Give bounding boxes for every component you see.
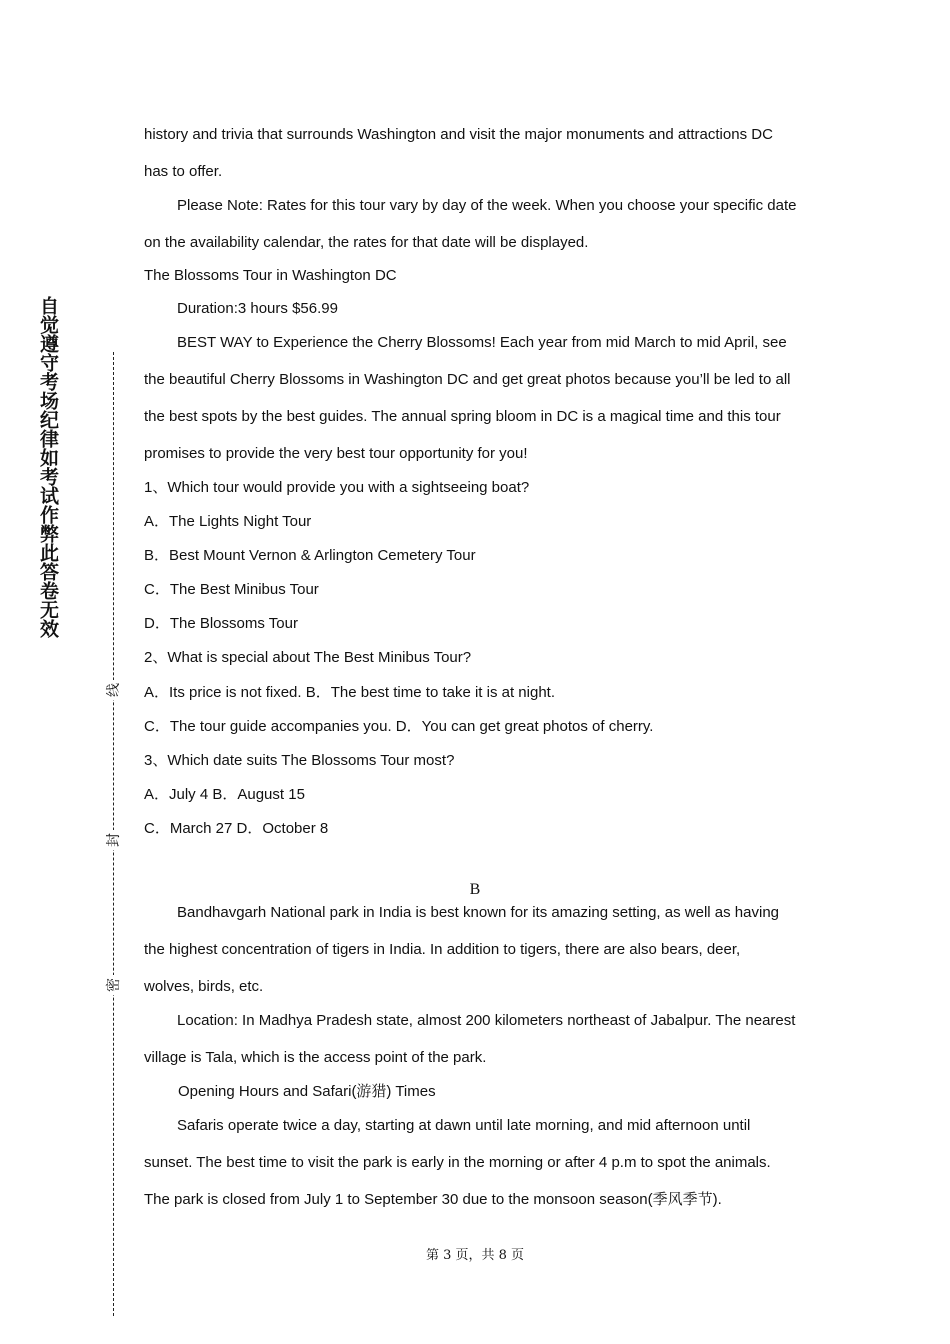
question-2-options-ab: A．Its price is not fixed. B．The best time to take it is at night. bbox=[144, 684, 556, 701]
question-1-option-c: C．The Best Minibus Tour bbox=[144, 581, 319, 598]
location-line: village is Tala, which is the access point of the park. bbox=[144, 1049, 487, 1066]
paragraph-line: history and trivia that surrounds Washington and visit the major monuments and attractions DC bbox=[144, 126, 773, 143]
paragraph-line: has to offer. bbox=[144, 163, 223, 180]
page-footer: 第 3 页，共 8 页 bbox=[425, 1248, 525, 1263]
safaris-line: sunset. The best time to visit the park is early in the morning or after 4 p.m to spot the animals. bbox=[144, 1154, 771, 1171]
intro-line: wolves, birds, etc. bbox=[144, 978, 264, 995]
note-line: on the availability calendar, the rates for that date will be displayed. bbox=[144, 234, 589, 251]
question-2-options-cd: C．The tour guide accompanies you. D．You can get great photos of cherry. bbox=[144, 718, 654, 735]
note-line: Please Note: Rates for this tour vary by day of the week. When you choose your specific date bbox=[177, 197, 797, 214]
tour-title: The Blossoms Tour in Washington DC bbox=[144, 267, 397, 284]
tour-description-line: the beautiful Cherry Blossoms in Washington DC and get great photos because you’ll be led to all bbox=[144, 371, 791, 388]
intro-line: the highest concentration of tigers in India. In addition to tigers, there are also bears, deer, bbox=[144, 941, 741, 958]
question-3-prompt: 3、Which date suits The Blossoms Tour most? bbox=[144, 752, 455, 769]
question-3-options-ab: A．July 4 B．August 15 bbox=[144, 786, 305, 803]
question-1-prompt: 1、Which tour would provide you with a sightseeing boat? bbox=[144, 479, 530, 496]
section-heading: B bbox=[469, 881, 481, 898]
question-1-option-d: D．The Blossoms Tour bbox=[144, 615, 298, 632]
safaris-line: The park is closed from July 1 to September 30 due to the monsoon season(季风季节). bbox=[144, 1191, 722, 1208]
location-line: Location: In Madhya Pradesh state, almost 200 kilometers northeast of Jabalpur. The nearest bbox=[177, 1012, 796, 1029]
exam-warning-vertical: 自觉遵守考场纪律如考试作弊此答卷无效 bbox=[37, 296, 59, 638]
binding-mark-secret: 密 bbox=[104, 975, 124, 995]
tour-description-line: the best spots by the best guides. The annual spring bloom in DC is a magical time and this tour bbox=[144, 408, 781, 425]
question-3-options-cd: C．March 27 D．October 8 bbox=[144, 820, 329, 837]
intro-line: Bandhavgarh National park in India is best known for its amazing setting, as well as having bbox=[177, 904, 779, 921]
tour-description-line: promises to provide the very best tour opportunity for you! bbox=[144, 445, 528, 462]
question-2-prompt: 2、What is special about The Best Minibus Tour? bbox=[144, 649, 472, 666]
binding-mark-seal: 封 bbox=[104, 830, 124, 850]
hours-heading: Opening Hours and Safari(游猎) Times bbox=[178, 1083, 436, 1100]
tour-duration: Duration:3 hours $56.99 bbox=[177, 300, 338, 317]
question-1-option-b: B．Best Mount Vernon & Arlington Cemetery Tour bbox=[144, 547, 476, 564]
safaris-line: Safaris operate twice a day, starting at dawn until late morning, and mid afternoon until bbox=[177, 1117, 751, 1134]
question-1-option-a: A．The Lights Night Tour bbox=[144, 513, 312, 530]
binding-mark-line: 线 bbox=[104, 680, 124, 700]
tour-description-line: BEST WAY to Experience the Cherry Blossoms! Each year from mid March to mid April, see bbox=[177, 334, 787, 351]
